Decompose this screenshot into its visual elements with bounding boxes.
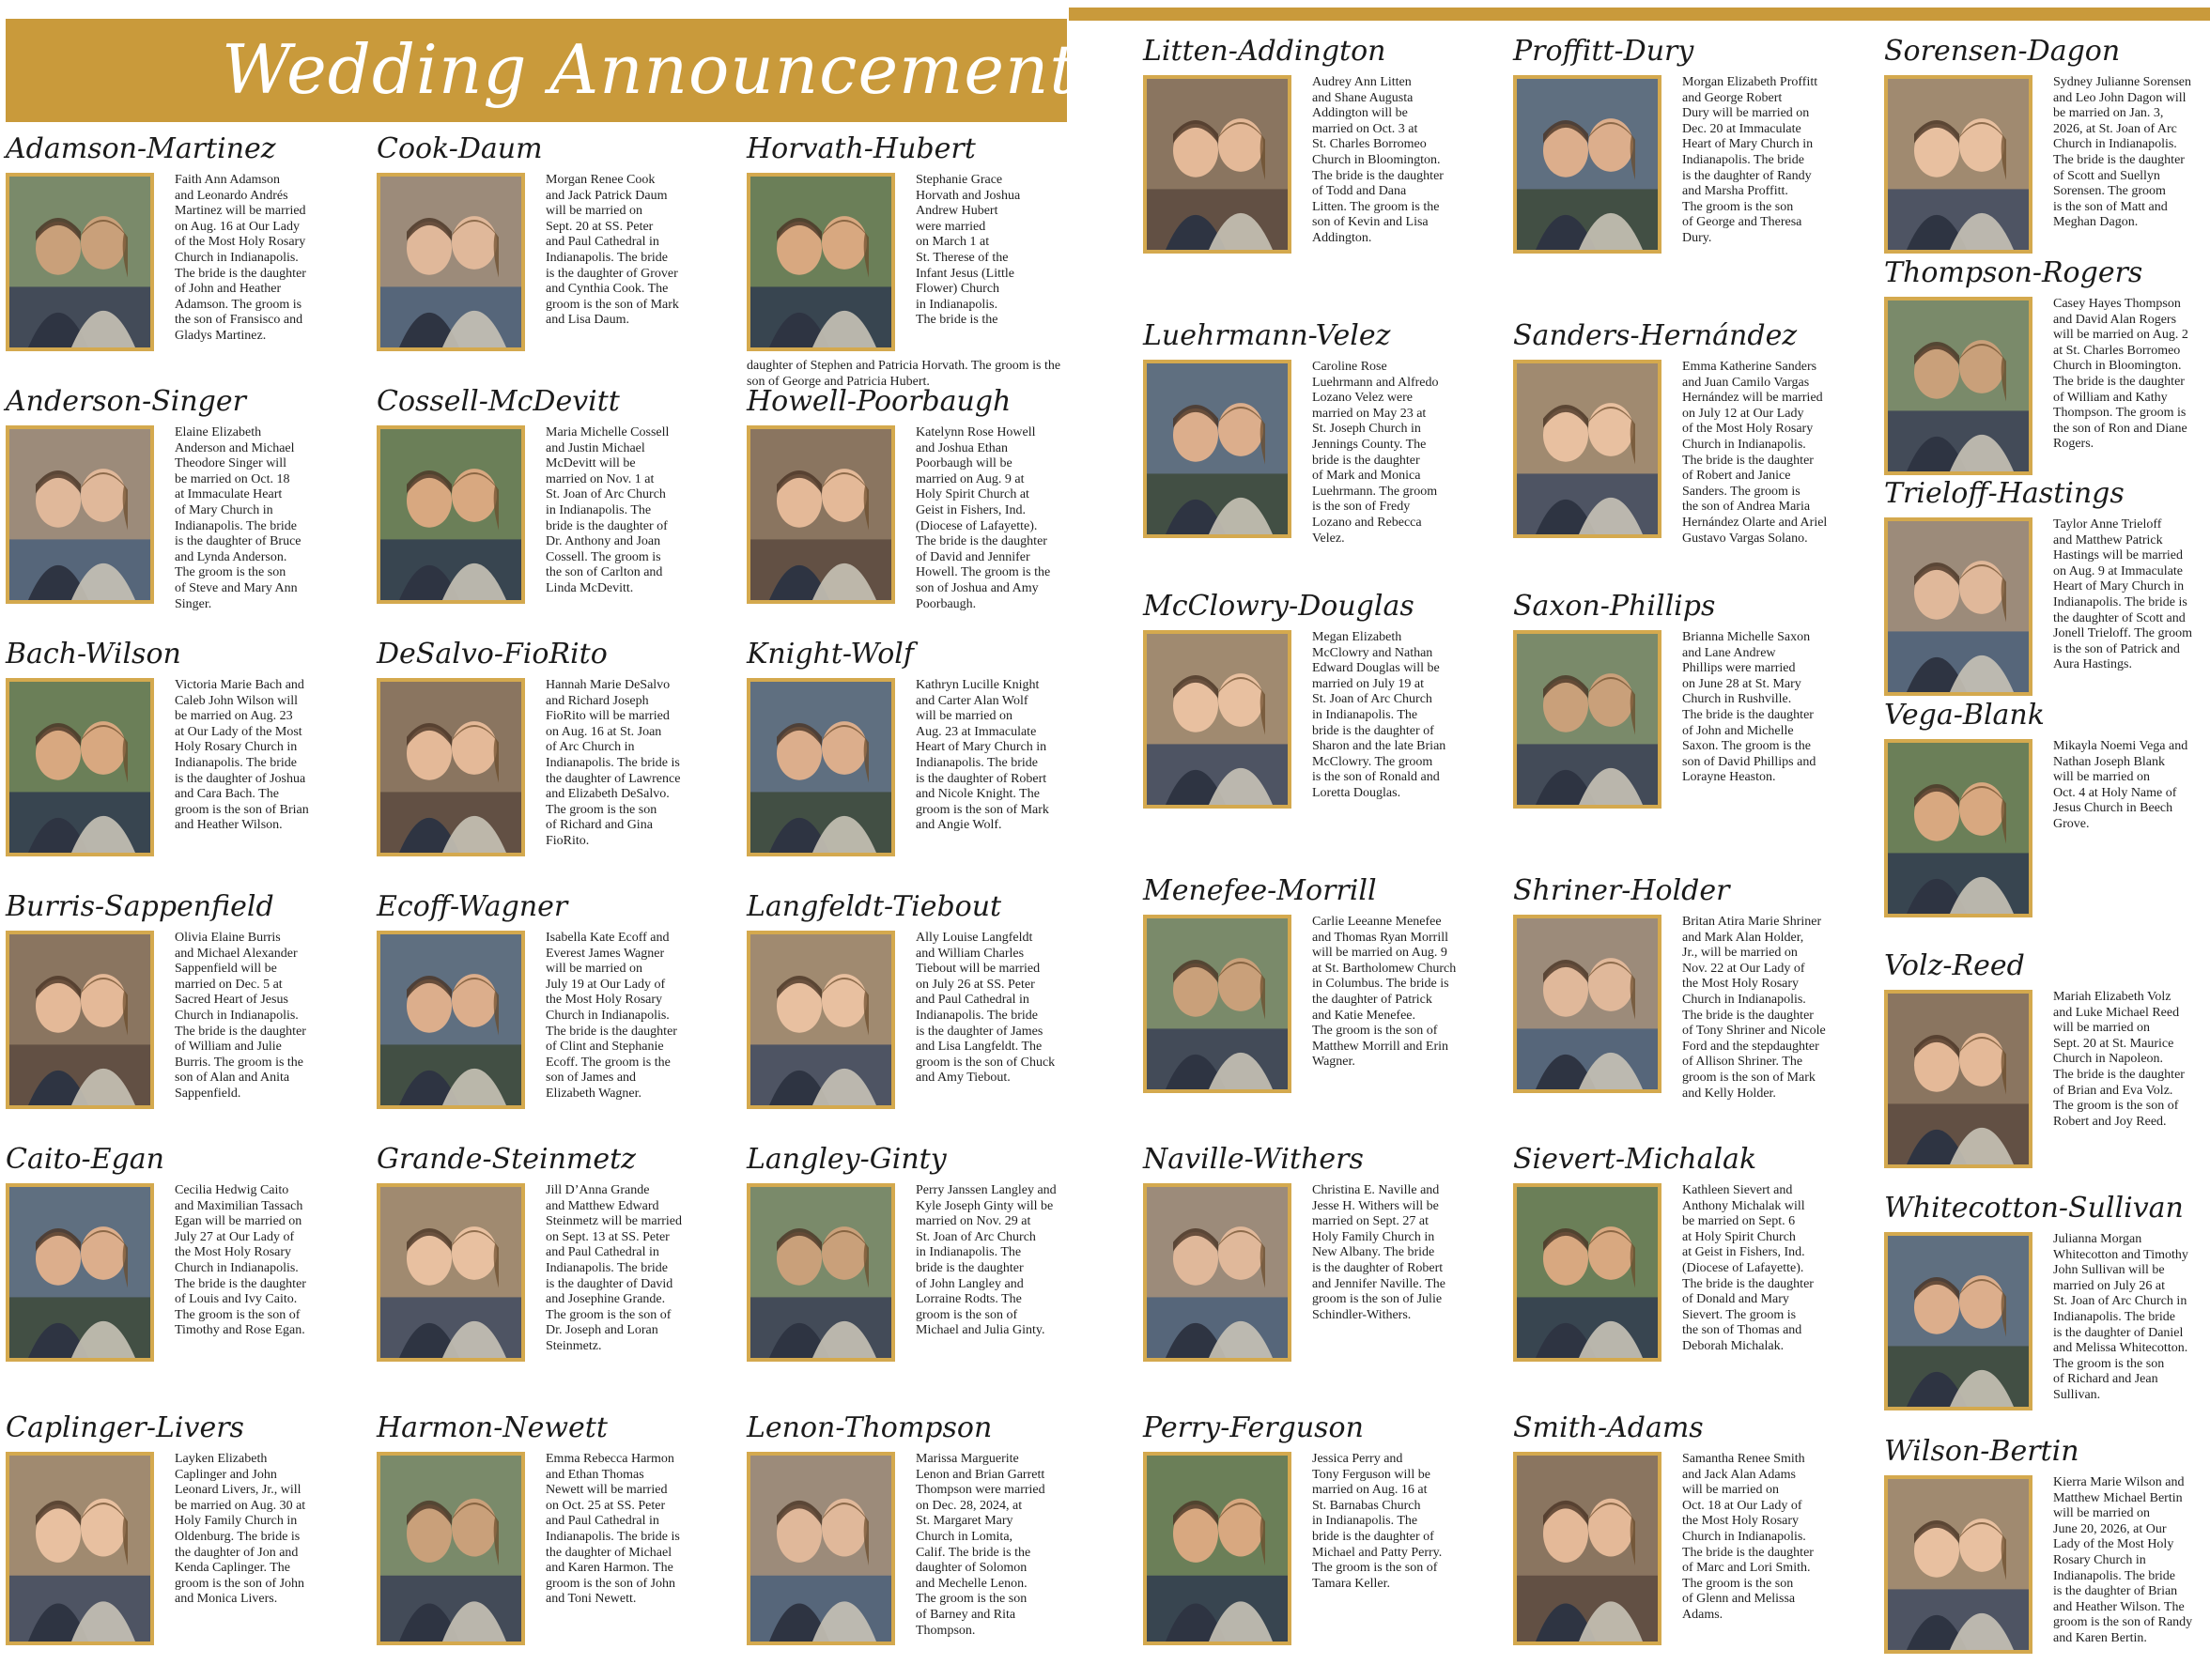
engagement-photo-icon	[1147, 1456, 1288, 1641]
couple-photo	[377, 173, 525, 351]
engagement-photo-icon	[1888, 1479, 2029, 1650]
announcement-entry	[377, 889, 705, 1135]
engagement-photo-icon	[1888, 79, 2029, 250]
couple-photo	[1143, 360, 1291, 538]
top-rule	[1069, 8, 2210, 21]
couple-name: Horvath-Hubert	[747, 132, 976, 165]
announcement-entry	[1513, 1142, 1842, 1388]
announcement-text: Audrey Ann Litten and Shane Augusta Addington will be married on Oct. 3 at St. Charles Borromeo Church in Bloomington. The bride is the daughter of Todd and Dana Litten. The groom is the son of Kevin and Lisa Addington.	[1312, 75, 1444, 245]
couple-photo	[747, 173, 895, 351]
announcement-entry	[1513, 873, 1842, 1119]
couple-photo	[1884, 297, 2032, 475]
couple-name: Vega-Blank	[1884, 699, 2045, 732]
announcement-text: Faith Ann Adamson and Leonardo Andrés Martinez will be married on Aug. 16 at Our Lady of the Most Holy Rosary Church in Indianapolis. The bride is the daughter of John and Heather Adamson. The groom is the son of Fransisco and Gladys Martinez.	[175, 173, 306, 343]
couple-name: Wilson-Bertin	[1884, 1435, 2079, 1468]
announcement-entry	[747, 637, 1075, 883]
couple-name: Grande-Steinmetz	[377, 1143, 636, 1176]
couple-name: Caito-Egan	[6, 1143, 164, 1176]
engagement-photo-icon	[1888, 1236, 2029, 1407]
announcement-text: Caroline Rose Luehrmann and Alfredo Lozano Velez were married on May 23 at St. Joseph Church in Jennings County. The bride is the daughter of Mark and Monica Luehrmann. The groom is the son of Fredy Lozano and Rebecca Velez.	[1312, 360, 1439, 546]
engagement-photo-icon	[9, 1187, 150, 1358]
engagement-photo-icon	[750, 934, 891, 1105]
announcement-text: Kierra Marie Wilson and Matthew Michael Bertin will be married on June 20, 2026, at Our Lady of the Most Holy Rosary Church in Indianapolis. The bride is the daughter of Brian and Heather Wilson. The groom is the son of Randy and Karen Bertin.	[2053, 1475, 2193, 1645]
announcement-text: Britan Atira Marie Shriner and Mark Alan Holder, Jr., will be married on Nov. 22 at Our Lady of the Most Holy Rosary Church in Indianapolis. The bride is the daughter of Tony Shriner and Nicole Ford and the stepdaughter of Allison Shriner. The groom is the son of Mark and Kelly Holder.	[1682, 915, 1826, 1101]
couple-name: Harmon-Newett	[377, 1411, 608, 1444]
announcement-entry	[6, 131, 334, 378]
announcement-entry	[1884, 698, 2210, 944]
announcement-text: Katelynn Rose Howell and Joshua Ethan Poorbaugh will be married on Aug. 9 at Holy Spirit Church at Geist in Fishers, Ind. (Diocese of Lafayette). The bride is the daughter of David and Jennifer Howell. The groom is the son of Joshua and Amy Poorbaugh.	[916, 425, 1051, 611]
engagement-photo-icon	[9, 1456, 150, 1641]
announcement-entry	[1513, 589, 1842, 835]
couple-name: Knight-Wolf	[747, 638, 914, 670]
announcement-text: Maria Michelle Cossell and Justin Michael McDevitt will be married on Nov. 1 at St. Joan of Arc Church in Indianapolis. The bride is the daughter of Dr. Anthony and Joan Cossell. The groom is the son of Carlton and Linda McDevitt.	[546, 425, 670, 595]
announcement-text: Julianna Morgan Whitecotton and Timothy John Sullivan will be married on July 26 at St. Joan of Arc Church in Indianapolis. The bride is the daughter of Daniel and Melissa Whitecotton. The groom is the son of Richard and Jean Sullivan.	[2053, 1232, 2188, 1402]
engagement-photo-icon	[380, 429, 521, 600]
engagement-photo-icon	[750, 1456, 891, 1641]
announcement-text: Jill D’Anna Grande and Matthew Edward Steinmetz will be married on Sept. 13 at SS. Peter and Paul Cathedral in Indianapolis. The bride is the daughter of David and Josephine Grande. The groom is the son of Dr. Joseph and Loran Steinmetz.	[546, 1183, 683, 1353]
couple-photo	[1513, 915, 1661, 1093]
announcement-text: Mariah Elizabeth Volz and Luke Michael Reed will be married on Sept. 20 at St. Maurice Church in Napoleon. The bride is the daughter of Brian and Eva Volz. The groom is the son of Robert and Joy Reed.	[2053, 990, 2185, 1129]
announcement-text: Carlie Leeanne Menefee and Thomas Ryan Morrill will be married on Aug. 9 at St. Bartholomew Church in Columbus. The bride is the daughter of Patrick and Katie Menefee. The groom is the son of Matthew Morrill and Erin Wagner.	[1312, 915, 1457, 1070]
announcement-entry	[1143, 318, 1472, 564]
couple-name: Sanders-Hernández	[1513, 319, 1798, 352]
announcement-text: Layken Elizabeth Caplinger and John Leonard Livers, Jr., will be married on Aug. 30 at Holy Family Church in Oldenburg. The bride is the daughter of Jon and Kenda Caplinger. The groom is the son of John and Monica Livers.	[175, 1452, 306, 1607]
announcement-text: Isabella Kate Ecoff and Everest James Wagner will be married on July 19 at Our Lady of the Most Holy Rosary Church in Indianapolis. The bride is the daughter of Clint and Stephanie Ecoff. The groom is the son of James and Elizabeth Wagner.	[546, 931, 677, 1101]
announcement-entry	[1884, 34, 2210, 280]
engagement-photo-icon	[1147, 79, 1288, 250]
couple-name: Ecoff-Wagner	[377, 890, 568, 923]
announcement-entry	[1143, 1142, 1472, 1388]
couple-name: DeSalvo-FioRito	[377, 638, 608, 670]
engagement-photo-icon	[380, 177, 521, 347]
couple-photo	[1513, 360, 1661, 538]
engagement-photo-icon	[1517, 918, 1658, 1089]
announcement-entry	[377, 384, 705, 630]
announcement-entry	[1513, 34, 1842, 280]
couple-name: Litten-Addington	[1143, 35, 1386, 68]
couple-photo	[747, 1183, 895, 1362]
engagement-photo-icon	[1517, 1187, 1658, 1358]
announcement-text: Hannah Marie DeSalvo and Richard Joseph FioRito will be married on Aug. 16 at St. Joan of Arc Church in Indianapolis. The bride is the daughter of Lawrence and Elizabeth DeSalvo. The groom is the son of Richard and Gina FioRito.	[546, 678, 681, 848]
couple-name: Menefee-Morrill	[1143, 874, 1377, 907]
couple-name: Cook-Daum	[377, 132, 543, 165]
couple-name: Volz-Reed	[1884, 949, 2025, 982]
couple-photo	[1884, 739, 2032, 917]
announcement-entry	[377, 131, 705, 378]
couple-name: Saxon-Phillips	[1513, 590, 1716, 623]
announcement-text: Sydney Julianne Sorensen and Leo John Dagon will be married on Jan. 3, 2026, at St. Joan of Arc Church in Indianapolis. The bride is the daughter of Scott and Suellyn Sorensen. The groom is the son of Matt and Meghan Dagon.	[2053, 75, 2191, 230]
announcement-entry	[6, 384, 334, 630]
couple-name: Anderson-Singer	[6, 385, 246, 418]
engagement-photo-icon	[380, 682, 521, 853]
couple-name: Burris-Sappenfield	[6, 890, 274, 923]
announcement-entry	[1143, 873, 1472, 1119]
announcement-entry	[6, 889, 334, 1135]
announcement-text: Morgan Renee Cook and Jack Patrick Daum will be married on Sept. 20 at SS. Peter and Paul Cathedral in Indianapolis. The bride is the daughter of Grover and Cynthia Cook. The groom is the son of Mark and Lisa Daum.	[546, 173, 679, 328]
couple-photo	[377, 1183, 525, 1362]
announcement-text: Cecilia Hedwig Caito and Maximilian Tassach Egan will be married on July 27 at Our Lady of the Most Holy Rosary Church in Indianapolis. The bride is the daughter of Louis and Ivy Caito. The groom is the son of Timothy and Rose Egan.	[175, 1183, 306, 1338]
announcement-entry	[1143, 1410, 1472, 1634]
engagement-photo-icon	[1888, 521, 2029, 692]
couple-photo	[1513, 1183, 1661, 1362]
couple-photo	[1143, 1452, 1291, 1645]
announcement-entry	[1884, 1434, 2210, 1680]
couple-photo	[1143, 630, 1291, 809]
couple-photo	[1884, 1232, 2032, 1410]
announcement-text: Megan Elizabeth McClowry and Nathan Edward Douglas will be married on July 19 at St. Joan of Arc Church in Indianapolis. The bride is the daughter of Sharon and the late Brian McClowry. The groom is the son of Ronald and Loretta Douglas.	[1312, 630, 1446, 800]
announcement-text: Kathleen Sievert and Anthony Michalak will be married on Sept. 6 at Holy Spirit Church at Geist in Fishers, Ind. (Diocese of Lafayette). The bride is the daughter of Donald and Mary Sievert. The groom is the son of Thomas and Deborah Michalak.	[1682, 1183, 1814, 1353]
announcement-entry	[377, 637, 705, 883]
announcement-entry	[1143, 34, 1472, 280]
couple-photo	[1143, 75, 1291, 254]
engagement-photo-icon	[1888, 743, 2029, 914]
couple-photo	[6, 173, 154, 351]
couple-photo	[377, 1452, 525, 1645]
engagement-photo-icon	[1888, 994, 2029, 1164]
announcement-text: Mikayla Noemi Vega and Nathan Joseph Blank will be married on Oct. 4 at Holy Name of Jesus Church in Beech Grove.	[2053, 739, 2188, 831]
couple-photo	[6, 931, 154, 1109]
engagement-photo-icon	[1147, 918, 1288, 1089]
announcement-text: Brianna Michelle Saxon and Lane Andrew Phillips were married on June 28 at St. Mary Church in Rushville. The bride is the daughter of John and Michelle Saxon. The groom is the son of David Phillips and Lorayne Heaston.	[1682, 630, 1816, 785]
announcement-entry	[377, 1142, 705, 1388]
announcement-entry	[6, 1142, 334, 1388]
announcement-entry	[747, 889, 1075, 1135]
couple-photo	[377, 425, 525, 604]
announcement-text-continued: daughter of Stephen and Patricia Horvath. The groom is the son of George and Patricia Hubert.	[747, 359, 1061, 389]
announcement-entry	[747, 1142, 1075, 1388]
couple-name: Trieloff-Hastings	[1884, 477, 2125, 510]
announcement-text: Victoria Marie Bach and Caleb John Wilson will be married on Aug. 23 at Our Lady of the Most Holy Rosary Church in Indianapolis. The bride is the daughter of Joshua and Cara Bach. The groom is the son of Brian and Heather Wilson.	[175, 678, 309, 833]
announcement-text: Jessica Perry and Tony Ferguson will be married on Aug. 16 at St. Barnabas Church in Indianapolis. The bride is the daughter of Michael and Patty Perry. The groom is the son of Tamara Keller.	[1312, 1452, 1443, 1591]
couple-name: Lenon-Thompson	[747, 1411, 993, 1444]
announcement-entry	[747, 384, 1075, 630]
engagement-photo-icon	[380, 1187, 521, 1358]
couple-photo	[747, 425, 895, 604]
engagement-photo-icon	[380, 1456, 521, 1641]
couple-name: Cossell-McDevitt	[377, 385, 620, 418]
couple-photo	[1884, 75, 2032, 254]
couple-name: Whitecotton-Sullivan	[1884, 1192, 2184, 1225]
engagement-photo-icon	[9, 177, 150, 347]
couple-photo	[6, 678, 154, 856]
engagement-photo-icon	[1517, 1456, 1658, 1641]
couple-photo	[747, 1452, 895, 1645]
announcement-text: Morgan Elizabeth Proffitt and George Robert Dury will be married on Dec. 20 at Immaculate Heart of Mary Church in Indianapolis. The bride is the daughter of Randy and Marsha Proffitt. The groom is the son of George and Theresa Dury.	[1682, 75, 1818, 245]
announcement-text: Samantha Renee Smith and Jack Alan Adams will be married on Oct. 18 at Our Lady of the Most Holy Rosary Church in Indianapolis. The bride is the daughter of Marc and Lori Smith. The groom is the son of Glenn and Melissa Adams.	[1682, 1452, 1814, 1622]
engagement-photo-icon	[1147, 634, 1288, 805]
couple-name: Langley-Ginty	[747, 1143, 947, 1176]
announcement-text: Perry Janssen Langley and Kyle Joseph Ginty will be married on Nov. 29 at St. Joan of Arc Church in Indianapolis. The bride is the daughter of John Langley and Lorraine Rodts. The groom is the son of Michael and Julia Ginty.	[916, 1183, 1057, 1338]
couple-photo	[1143, 915, 1291, 1093]
couple-name: Langfeldt-Tiebout	[747, 890, 1002, 923]
couple-name: Howell-Poorbaugh	[747, 385, 1012, 418]
announcement-entry	[6, 637, 334, 883]
announcement-entry	[1884, 948, 2210, 1194]
couple-photo	[747, 931, 895, 1109]
engagement-photo-icon	[9, 934, 150, 1105]
couple-name: Adamson-Martinez	[6, 132, 276, 165]
engagement-photo-icon	[750, 177, 891, 347]
couple-name: Naville-Withers	[1143, 1143, 1364, 1176]
engagement-photo-icon	[1517, 79, 1658, 250]
engagement-photo-icon	[750, 1187, 891, 1358]
couple-name: Shriner-Holder	[1513, 874, 1730, 907]
announcement-text: Taylor Anne Trieloff and Matthew Patrick Hastings will be married on Aug. 9 at Immaculate Heart of Mary Church in Indianapolis. The bride is the daughter of Scott and Jonell Trieloff. The groom is the son of Patrick and Aura Hastings.	[2053, 517, 2193, 672]
header-banner	[6, 19, 1114, 122]
engagement-photo-icon	[1517, 634, 1658, 805]
announcement-entry	[6, 1410, 334, 1634]
announcement-text: Casey Hayes Thompson and David Alan Rogers will be married on Aug. 2 at St. Charles Borromeo Church in Bloomington. The bride is the daughter of William and Kathy Thompson. The groom is the son of Ron and Diane Rogers.	[2053, 297, 2188, 452]
couple-name: Luehrmann-Velez	[1143, 319, 1391, 352]
engagement-photo-icon	[1517, 363, 1658, 534]
announcement-entry	[1513, 1410, 1842, 1634]
couple-name: McClowry-Douglas	[1143, 590, 1414, 623]
announcement-entry	[747, 131, 1075, 389]
announcement-entry	[747, 1410, 1075, 1638]
announcement-entry	[1143, 589, 1472, 835]
couple-photo	[377, 678, 525, 856]
couple-name: Smith-Adams	[1513, 1411, 1704, 1444]
couple-photo	[1513, 630, 1661, 809]
engagement-photo-icon	[1888, 301, 2029, 471]
couple-name: Proffitt-Dury	[1513, 35, 1694, 68]
announcement-entry	[1884, 1191, 2210, 1437]
engagement-photo-icon	[750, 429, 891, 600]
couple-name: Sorensen-Dagon	[1884, 35, 2121, 68]
couple-name: Thompson-Rogers	[1884, 256, 2143, 289]
announcement-text: Elaine Elizabeth Anderson and Michael Theodore Singer will be married on Oct. 18 at Immaculate Heart of Mary Church in Indianapolis. The bride is the daughter of Bruce and Lynda Anderson. The groom is the son of Steve and Mary Ann Singer.	[175, 425, 301, 611]
couple-photo	[1884, 990, 2032, 1168]
engagement-photo-icon	[1147, 1187, 1288, 1358]
couple-photo	[1513, 1452, 1661, 1645]
couple-photo	[1143, 1183, 1291, 1362]
page-title: Wedding Announcements	[222, 30, 1114, 109]
couple-photo	[1884, 517, 2032, 696]
announcement-entry	[377, 1410, 705, 1634]
engagement-photo-icon	[9, 429, 150, 600]
couple-photo	[6, 1183, 154, 1362]
announcement-text: Olivia Elaine Burris and Michael Alexander Sappenfield will be married on Dec. 5 at Sacred Heart of Jesus Church in Indianapolis. The bride is the daughter of William and Julie Burris. The groom is the son of Alan and Anita Sappenfield.	[175, 931, 306, 1101]
announcement-text: Emma Rebecca Harmon and Ethan Thomas Newett will be married on Oct. 25 at SS. Peter and Paul Cathedral in Indianapolis. The bride is the daughter of Michael and Karen Harmon. The groom is the son of John and Toni Newett.	[546, 1452, 680, 1607]
couple-photo	[377, 931, 525, 1109]
couple-name: Sievert-Michalak	[1513, 1143, 1757, 1176]
engagement-photo-icon	[1147, 363, 1288, 534]
couple-name: Bach-Wilson	[6, 638, 181, 670]
couple-photo	[6, 1452, 154, 1645]
announcement-text: Kathryn Lucille Knight and Carter Alan Wolf will be married on Aug. 23 at Immaculate Heart of Mary Church in Indianapolis. The bride is the daughter of Robert and Nicole Knight. The groom is the son of Mark and Angie Wolf.	[916, 678, 1049, 833]
engagement-photo-icon	[750, 682, 891, 853]
couple-name: Caplinger-Livers	[6, 1411, 244, 1444]
announcement-entry	[1513, 318, 1842, 564]
announcement-entry	[1884, 476, 2210, 722]
couple-name: Perry-Ferguson	[1143, 1411, 1364, 1444]
couple-photo	[747, 678, 895, 856]
couple-photo	[6, 425, 154, 604]
couple-photo	[1513, 75, 1661, 254]
announcement-text: Ally Louise Langfeldt and William Charles Tiebout will be married on July 26 at SS. Peter and Paul Cathedral in Indianapolis. The bride is the daughter of James and Lisa Langfeldt. The groom is the son of Chuck and Amy Tiebout.	[916, 931, 1056, 1086]
engagement-photo-icon	[380, 934, 521, 1105]
announcement-text: Marissa Marguerite Lenon and Brian Garrett Thompson were married on Dec. 28, 2024, at St. Margaret Mary Church in Lomita, Calif. The bride is the daughter of Solomon and Mechelle Lenon. The groom is the son of Barney and Rita Thompson.	[916, 1452, 1045, 1638]
announcement-text: Christina E. Naville and Jesse H. Withers will be married on Sept. 27 at Holy Family Church in New Albany. The bride is the daughter of Robert and Jennifer Naville. The groom is the son of Julie Schindler-Withers.	[1312, 1183, 1446, 1322]
announcement-text: Stephanie Grace Horvath and Joshua Andrew Hubert were married on March 1 at St. Therese of the Infant Jesus (Little Flower) Church in Indianapolis. The bride is the	[916, 173, 1021, 328]
couple-photo	[1884, 1475, 2032, 1654]
engagement-photo-icon	[9, 682, 150, 853]
announcement-text: Emma Katherine Sanders and Juan Camilo Vargas Hernández will be married on July 12 at Our Lady of the Most Holy Rosary Church in Indianapolis. The bride is the daughter of Robert and Janice Sanders. The groom is the son of Andrea Maria Hernández Olarte and Ariel Gustavo Vargas Solano.	[1682, 360, 1828, 546]
announcement-entry	[1884, 255, 2210, 501]
